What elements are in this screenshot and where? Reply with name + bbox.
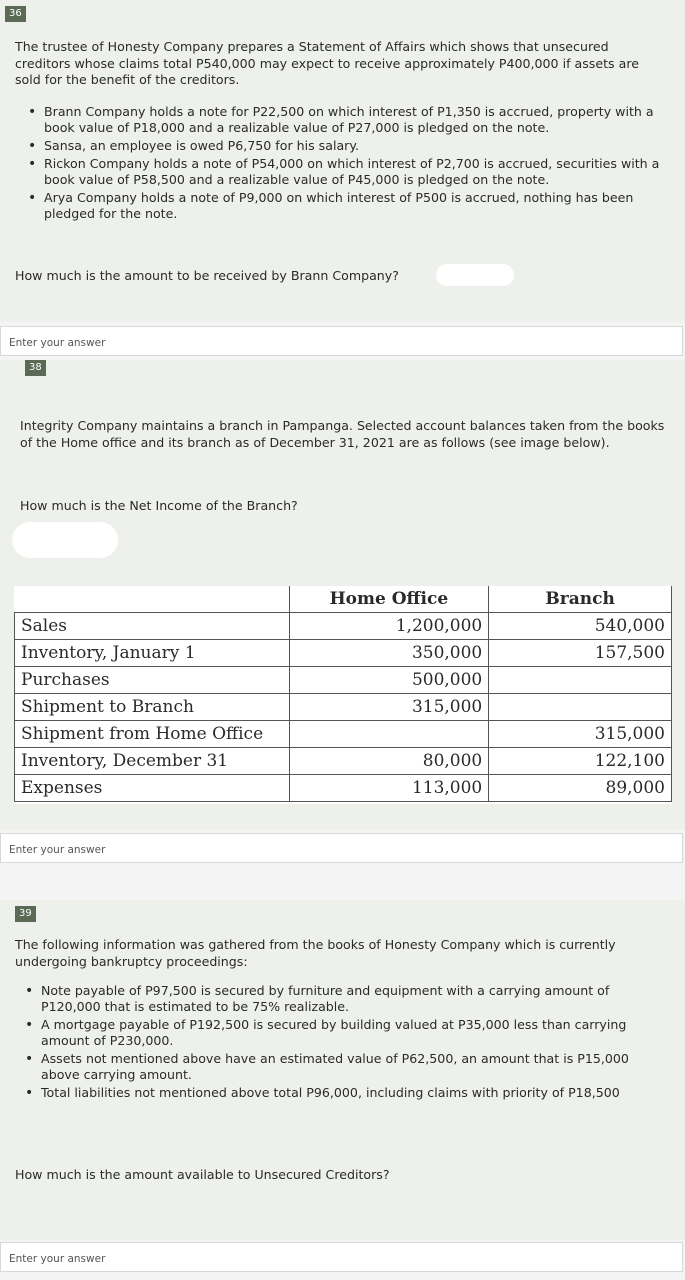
column-header-branch: Branch bbox=[489, 586, 672, 613]
bullet-item: • Note payable of P97,500 is secured by furniture and equipment with a carrying amount of P120,000 that is estimated to be 75% realizable. bbox=[17, 983, 667, 1015]
home-office-value: 315,000 bbox=[289, 694, 489, 721]
branch-value: 122,100 bbox=[489, 748, 672, 775]
row-label: Inventory, December 31 bbox=[15, 748, 290, 775]
branch-value bbox=[489, 667, 672, 694]
bullet-item: • Brann Company holds a note for P22,500 on which interest of P1,350 is accrued, property with a book value of P18,000 and a realizable value of P27,000 is pledged on the note. bbox=[20, 104, 665, 136]
table-row bbox=[15, 613, 672, 640]
row-label: Inventory, January 1 bbox=[15, 640, 290, 667]
question-intro: The following information was gathered from the books of Honesty Company which is currently undergoing bankruptcy proceedings: bbox=[15, 937, 616, 969]
home-office-value: 80,000 bbox=[289, 748, 489, 775]
question-number: 39 bbox=[15, 906, 36, 922]
question-intro: Integrity Company maintains a branch in Pampanga. Selected account balances taken from the books of the Home office and its branch as of December 31, 2021 are as follows (see image below). bbox=[20, 418, 665, 450]
table-row bbox=[15, 640, 672, 667]
bullet-item: • A mortgage payable of P192,500 is secured by building valued at P35,000 less than carrying amount of P230,000. bbox=[17, 1017, 667, 1049]
question-number: 36 bbox=[5, 6, 26, 22]
table-row bbox=[15, 721, 672, 748]
table-row bbox=[15, 748, 672, 775]
column-header-home-office: Home Office bbox=[289, 586, 489, 613]
row-label: Purchases bbox=[15, 667, 290, 694]
home-office-value: 500,000 bbox=[289, 667, 489, 694]
answer-input[interactable]: Enter your answer bbox=[0, 1242, 683, 1272]
branch-value bbox=[489, 694, 672, 721]
home-office-value: 350,000 bbox=[289, 640, 489, 667]
home-office-value bbox=[289, 721, 489, 748]
table-row bbox=[15, 667, 672, 694]
answer-input[interactable]: Enter your answer bbox=[0, 326, 683, 356]
bullet-item: • Arya Company holds a note of P9,000 on which interest of P500 is accrued, nothing has been pledged for the note. bbox=[20, 190, 665, 222]
branch-value: 89,000 bbox=[489, 775, 672, 802]
answer-input[interactable]: Enter your answer bbox=[0, 833, 683, 863]
home-office-value: 113,000 bbox=[289, 775, 489, 802]
question-36-card bbox=[0, 0, 685, 322]
branch-value: 157,500 bbox=[489, 640, 672, 667]
question-prompt: How much is the Net Income of the Branch? bbox=[20, 498, 298, 513]
question-bullets bbox=[20, 104, 665, 224]
table-row bbox=[15, 775, 672, 802]
branch-value: 540,000 bbox=[489, 613, 672, 640]
question-prompt: How much is the amount to be received by Brann Company? bbox=[15, 268, 399, 283]
question-number: 38 bbox=[25, 360, 46, 376]
question-bullets bbox=[17, 983, 667, 1103]
bullet-item: • Total liabilities not mentioned above total P96,000, including claims with priority of P18,500 bbox=[17, 1085, 667, 1101]
row-label: Sales bbox=[15, 613, 290, 640]
account-balances-table bbox=[14, 586, 672, 804]
bullet-item: • Rickon Company holds a note of P54,000 on which interest of P2,700 is accrued, securities with a book value of P58,500 and a realizable value of P45,000 is pledged on the note. bbox=[20, 156, 665, 188]
home-office-value: 1,200,000 bbox=[289, 613, 489, 640]
branch-value: 315,000 bbox=[489, 721, 672, 748]
table-row bbox=[15, 694, 672, 721]
row-label: Expenses bbox=[15, 775, 290, 802]
row-label: Shipment from Home Office bbox=[15, 721, 290, 748]
question-intro: The trustee of Honesty Company prepares a Statement of Affairs which shows that unsecured creditors whose claims total P540,000 may expect to receive approximately P400,000 if assets are sold for the benefit of the creditors. bbox=[15, 39, 639, 87]
bullet-item: • Assets not mentioned above have an estimated value of P62,500, an amount that is P15,000 above carrying amount. bbox=[17, 1051, 667, 1083]
redaction-mark bbox=[436, 264, 514, 286]
question-39-card bbox=[0, 900, 685, 1240]
bullet-item: • Sansa, an employee is owed P6,750 for his salary. bbox=[20, 138, 665, 154]
row-label: Shipment to Branch bbox=[15, 694, 290, 721]
question-prompt: How much is the amount available to Unsecured Creditors? bbox=[15, 1167, 390, 1182]
redaction-mark bbox=[12, 522, 118, 558]
